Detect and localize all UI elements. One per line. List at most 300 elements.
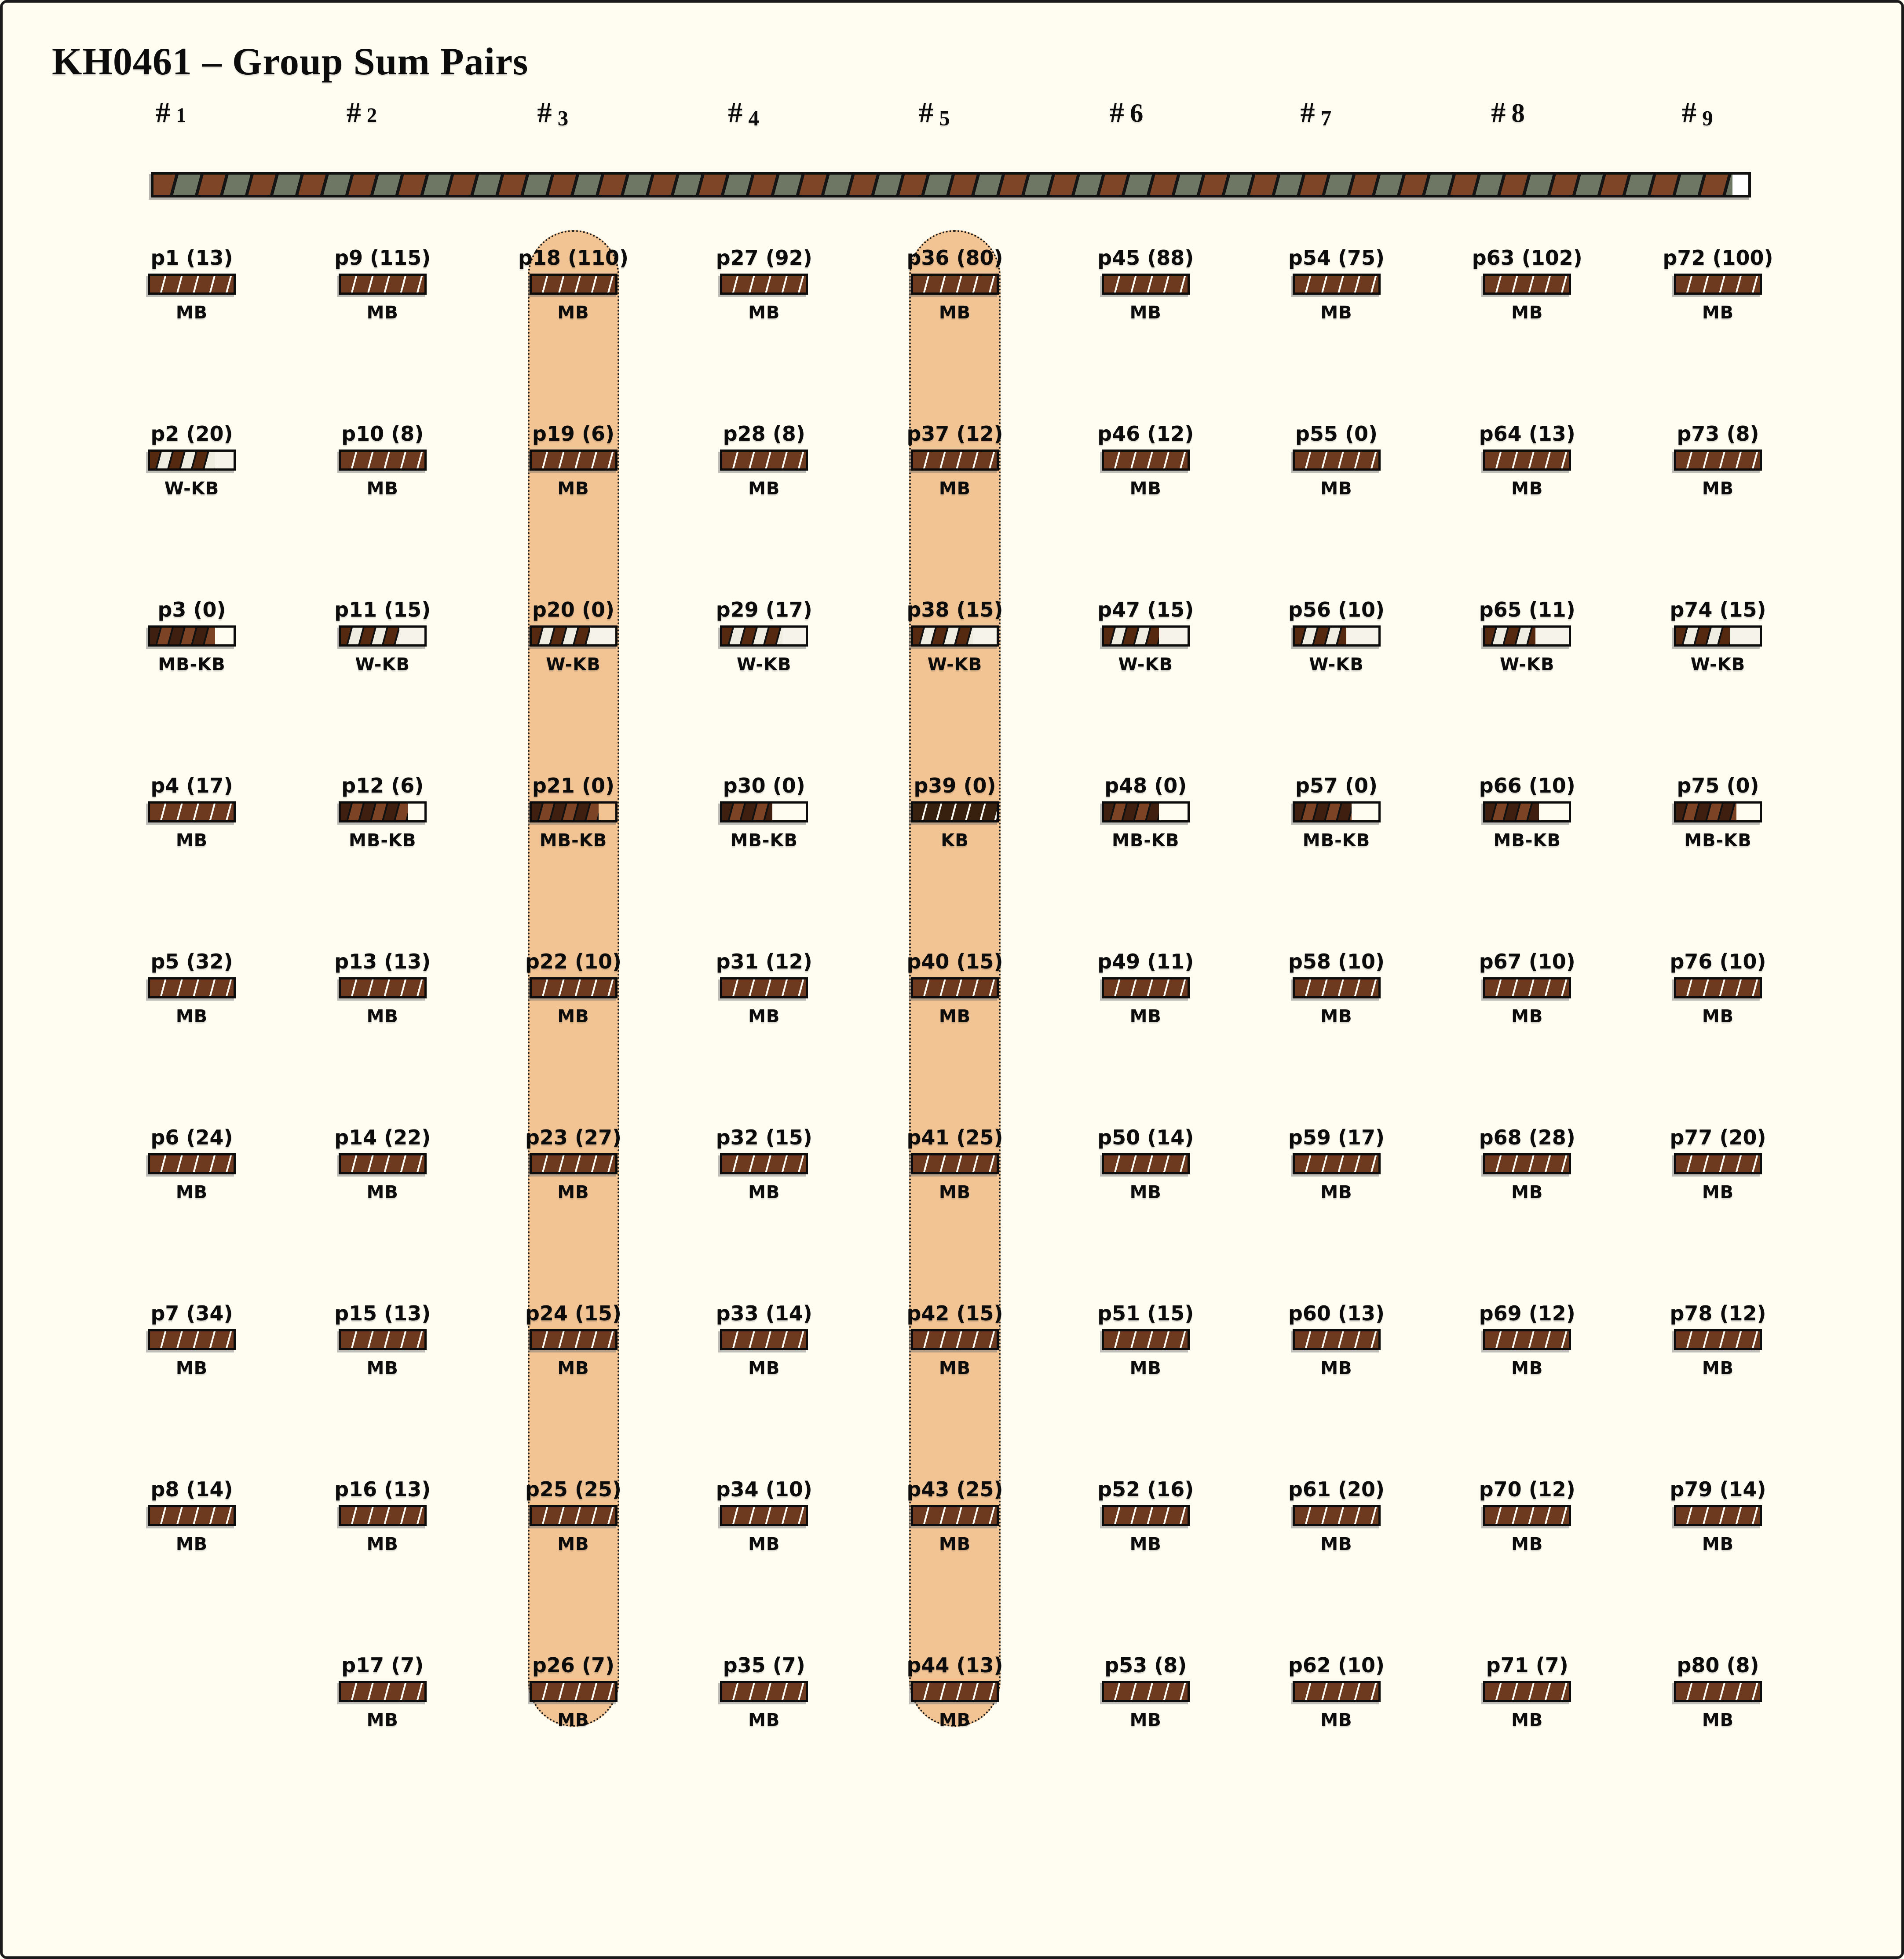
item-kind-label: MB [175,303,208,323]
pair-item-p59 [1279,1126,1394,1202]
pair-item-p73 [1661,422,1775,499]
item-kind-label: MB-KB [349,830,417,851]
item-bar [1674,450,1762,471]
item-bar [530,1505,618,1526]
item-kind-label: MB [1129,1182,1162,1202]
item-bar-fill [722,1331,806,1348]
item-bar-fill [1295,1155,1378,1172]
item-bar [1674,1505,1762,1526]
item-bar [720,1505,808,1526]
pair-item-p70 [1470,1478,1584,1554]
item-bar [1674,1153,1762,1174]
item-label: p10 (8) [341,422,424,446]
item-bar [720,450,808,471]
item-kind-label: W-KB [1118,654,1173,675]
item-bar-fill [1485,1683,1569,1700]
item-label: p51 (15) [1097,1301,1194,1325]
item-bar-fill [1104,804,1159,820]
item-kind-label: MB [366,1358,398,1378]
pair-item-p20 [516,598,631,675]
item-bar [1483,1681,1571,1702]
pair-item-p22 [516,950,631,1027]
pair-item-p39 [898,774,1012,851]
item-bar [339,450,427,471]
item-kind-label: MB [748,1358,780,1378]
item-bar [1293,450,1381,471]
item-bar-fill [341,452,424,468]
item-bar [1293,1505,1381,1526]
item-kind-label: MB-KB [1684,830,1752,851]
pair-item-p56 [1279,598,1394,675]
item-label: p44 (13) [906,1653,1003,1677]
hash-symbol: # [1300,96,1321,128]
item-bar-fill [722,452,806,468]
hash-symbol: # [156,96,176,128]
item-kind-label: W-KB [164,479,219,499]
item-bar-fill [1104,1683,1188,1700]
pair-item-p60 [1279,1302,1394,1378]
item-kind-label: W-KB [1690,654,1746,675]
item-bar-fill [532,276,615,292]
item-label: p29 (17) [716,598,812,621]
item-kind-label: MB [366,1534,398,1554]
item-bar [148,1329,236,1350]
item-bar [1674,274,1762,295]
item-kind-label: MB [1129,1710,1162,1730]
item-bar [911,625,999,647]
item-label: p66 (10) [1479,774,1575,797]
pair-item-p34 [707,1478,821,1554]
item-bar [148,977,236,998]
item-bar [148,801,236,822]
item-bar [530,801,618,822]
item-bar [1293,625,1381,647]
pair-item-p72 [1661,246,1775,323]
item-label: p77 (20) [1670,1126,1766,1149]
item-label: p12 (6) [341,774,424,797]
item-bar-fill [913,980,997,996]
group-total-bar-unfilled [1732,175,1748,195]
item-kind-label: MB [557,1006,589,1027]
item-label: p34 (10) [716,1477,812,1501]
item-bar [1483,625,1571,647]
item-kind-label: MB [939,479,971,499]
item-bar [148,1505,236,1526]
pair-item-p68 [1470,1126,1584,1202]
item-bar [1293,1153,1381,1174]
item-label: p36 (80) [906,246,1003,270]
item-label: p7 (34) [150,1301,233,1325]
column-header-4 [728,96,860,129]
pair-item-p80 [1661,1654,1775,1730]
pair-item-p9 [325,246,440,323]
item-bar [1674,801,1762,822]
item-kind-label: MB [748,1534,780,1554]
item-bar [148,274,236,295]
item-bar-fill [1295,804,1352,820]
pair-item-p65 [1470,598,1584,675]
item-kind-label: MB [1511,1710,1543,1730]
item-bar-fill [341,1507,424,1524]
item-kind-label: MB [1511,479,1543,499]
item-label: p73 (8) [1677,422,1759,446]
pair-item-p1 [135,246,249,323]
item-label: p17 (7) [341,1653,424,1677]
item-label: p45 (88) [1097,246,1194,270]
pair-item-p54 [1279,246,1394,323]
item-kind-label: MB [939,1534,971,1554]
item-bar [1674,977,1762,998]
item-label: p47 (15) [1097,598,1194,621]
pair-item-p21 [516,774,631,851]
item-kind-label: MB [366,479,398,499]
item-kind-label: MB [175,1006,208,1027]
hash-symbol: # [1682,96,1703,128]
item-kind-label: MB [939,303,971,323]
item-kind-label: MB [557,479,589,499]
column-header-5 [919,96,1051,129]
item-bar [1483,1505,1571,1526]
item-bar-fill [1676,276,1760,292]
pair-item-p30 [707,774,821,851]
item-bar [339,977,427,998]
item-bar [1102,274,1190,295]
column-header-2 [347,96,479,129]
item-label: p52 (16) [1097,1477,1194,1501]
item-kind-label: MB [1129,303,1162,323]
item-bar [911,801,999,822]
item-label: p68 (28) [1479,1126,1575,1149]
item-kind-label: MB [1511,1006,1543,1027]
item-bar-fill [1485,1507,1569,1524]
item-label: p79 (14) [1670,1477,1766,1501]
item-bar-fill [1485,276,1569,292]
pair-item-p44 [898,1654,1012,1730]
hash-symbol: # [537,96,558,128]
item-kind-label: MB [175,1182,208,1202]
item-bar-fill [150,276,234,292]
pair-item-p4 [135,774,249,851]
item-kind-label: MB [1320,479,1352,499]
item-bar-fill [722,628,782,644]
item-label: p54 (75) [1288,246,1385,270]
item-bar-fill [532,1155,615,1172]
item-bar-fill [1676,980,1760,996]
item-bar-fill [1485,628,1535,644]
item-label: p1 (13) [150,246,233,270]
column-header-8 [1491,96,1623,129]
item-bar [720,625,808,647]
item-kind-label: MB [1702,1534,1734,1554]
item-bar [339,1681,427,1702]
hash-symbol: # [1109,96,1130,128]
item-bar [1483,801,1571,822]
pair-item-p38 [898,598,1012,675]
item-bar [339,1505,427,1526]
item-kind-label: MB-KB [1112,830,1180,851]
item-bar [720,801,808,822]
item-bar-fill [1676,628,1730,644]
item-bar [339,274,427,295]
pair-item-p24 [516,1302,631,1378]
item-bar [530,274,618,295]
item-label: p64 (13) [1479,422,1575,446]
item-bar-fill [1104,628,1159,644]
item-bar-fill [722,804,772,820]
item-label: p43 (25) [906,1477,1003,1501]
item-bar [1674,625,1762,647]
item-bar-fill [1485,980,1569,996]
item-label: p55 (0) [1295,422,1378,446]
item-bar-fill [1295,628,1347,644]
item-label: p20 (0) [532,598,614,621]
pair-item-p74 [1661,598,1775,675]
hash-symbol: # [1491,96,1512,128]
item-bar [720,977,808,998]
item-bar [530,1681,618,1702]
item-bar [339,1153,427,1174]
item-label: p2 (20) [150,422,233,446]
item-bar [1483,977,1571,998]
item-bar-fill [1295,1683,1378,1700]
item-bar-fill [532,628,590,644]
item-label: p23 (27) [525,1126,622,1149]
item-kind-label: MB [1129,1534,1162,1554]
item-label: p42 (15) [906,1301,1003,1325]
item-kind-label: KB [941,830,969,851]
item-kind-label: MB [939,1358,971,1378]
item-bar-fill [1295,1331,1378,1348]
item-kind-label: MB [1129,1358,1162,1378]
column-number: 9 [1702,106,1713,131]
column-header-7 [1301,96,1433,129]
column-number: 5 [939,106,950,131]
pair-item-p77 [1661,1126,1775,1202]
item-kind-label: MB [1702,303,1734,323]
pair-item-p17 [325,1654,440,1730]
item-bar-fill [341,804,408,820]
item-label: p9 (115) [334,246,431,270]
item-kind-label: MB [557,1534,589,1554]
item-kind-label: MB [366,1710,398,1730]
item-label: p48 (0) [1104,774,1187,797]
pair-item-p12 [325,774,440,851]
item-bar [339,801,427,822]
item-bar [1102,1329,1190,1350]
item-bar-fill [341,1155,424,1172]
item-label: p25 (25) [525,1477,622,1501]
item-bar [1102,977,1190,998]
item-bar-fill [532,804,599,820]
item-kind-label: MB [557,1710,589,1730]
item-label: p75 (0) [1677,774,1759,797]
item-bar [530,977,618,998]
pair-item-p27 [707,246,821,323]
pair-item-p47 [1089,598,1203,675]
pair-item-p76 [1661,950,1775,1027]
column-header-9 [1682,96,1814,129]
item-label: p72 (100) [1663,246,1773,270]
pair-item-p6 [135,1126,249,1202]
item-kind-label: MB [748,1006,780,1027]
column-number: 2 [366,104,377,126]
item-kind-label: MB-KB [730,830,798,851]
item-kind-label: MB [175,830,208,851]
item-kind-label: MB [748,479,780,499]
item-kind-label: MB [1702,1358,1734,1378]
item-bar [911,274,999,295]
pair-item-p7 [135,1302,249,1378]
item-bar-fill [722,276,806,292]
item-bar-fill [1676,1683,1760,1700]
item-bar [1293,1681,1381,1702]
item-bar-fill [913,452,997,468]
item-label: p60 (13) [1288,1301,1385,1325]
item-kind-label: W-KB [355,654,410,675]
item-bar [530,450,618,471]
item-kind-label: MB [939,1182,971,1202]
item-kind-label: W-KB [927,654,983,675]
item-kind-label: MB [1320,1358,1352,1378]
item-label: p13 (13) [334,950,431,973]
item-bar-fill [1676,452,1760,468]
item-bar-fill [150,1507,234,1524]
pair-item-p66 [1470,774,1584,851]
item-bar [530,625,618,647]
pair-item-p29 [707,598,821,675]
item-bar-fill [532,1683,615,1700]
pair-item-p8 [135,1478,249,1554]
item-bar-fill [532,452,615,468]
item-bar [911,1681,999,1702]
item-bar-fill [722,980,806,996]
column-number: 4 [748,106,759,131]
item-label: p22 (10) [525,950,622,973]
item-label: p78 (12) [1670,1301,1766,1325]
group-total-bar [151,172,1751,197]
item-bar [1102,625,1190,647]
item-label: p33 (14) [716,1301,812,1325]
pair-item-p51 [1089,1302,1203,1378]
pair-item-p61 [1279,1478,1394,1554]
item-label: p11 (15) [334,598,431,621]
item-bar [530,1329,618,1350]
item-label: p41 (25) [906,1126,1003,1149]
item-bar-fill [913,628,973,644]
item-label: p61 (20) [1288,1477,1385,1501]
item-bar [911,977,999,998]
pair-item-p71 [1470,1654,1584,1730]
item-bar-fill [150,1155,234,1172]
pair-item-p75 [1661,774,1775,851]
item-kind-label: MB [1320,1182,1352,1202]
item-bar [530,1153,618,1174]
item-label: p65 (11) [1479,598,1575,621]
pair-item-p2 [135,422,249,499]
item-bar [720,1153,808,1174]
item-bar-fill [532,980,615,996]
item-label: p31 (12) [716,950,812,973]
item-bar-fill [1676,804,1736,820]
item-bar-fill [1104,1507,1188,1524]
item-kind-label: MB [557,303,589,323]
item-bar [1102,801,1190,822]
column-header-3 [537,96,669,129]
item-kind-label: MB [1320,1710,1352,1730]
item-bar [911,450,999,471]
item-kind-label: W-KB [546,654,601,675]
item-bar [148,1153,236,1174]
item-label: p32 (15) [716,1126,812,1149]
item-label: p74 (15) [1670,598,1766,621]
pair-item-p25 [516,1478,631,1554]
item-kind-label: MB [1511,1182,1543,1202]
item-bar-fill [1485,1155,1569,1172]
item-bar-fill [341,1683,424,1700]
item-kind-label: MB [1320,1534,1352,1554]
item-label: p27 (92) [716,246,812,270]
item-kind-label: MB [366,1006,398,1027]
pair-item-p36 [898,246,1012,323]
pair-item-p19 [516,422,631,499]
pair-item-p26 [516,1654,631,1730]
pair-item-p50 [1089,1126,1203,1202]
item-label: p50 (14) [1097,1126,1194,1149]
item-bar-fill [1295,980,1378,996]
item-bar [1102,450,1190,471]
hash-symbol: # [346,96,367,128]
item-label: p56 (10) [1288,598,1385,621]
item-kind-label: MB [1129,479,1162,499]
item-bar-fill [1485,452,1569,468]
item-bar [720,1681,808,1702]
item-kind-label: MB [175,1534,208,1554]
item-bar-fill [1295,1507,1378,1524]
pair-item-p67 [1470,950,1584,1027]
pair-item-p31 [707,950,821,1027]
item-label: p26 (7) [532,1653,614,1677]
item-bar-fill [722,1683,806,1700]
item-bar-fill [913,1507,997,1524]
item-bar-fill [341,1331,424,1348]
pair-item-p5 [135,950,249,1027]
item-kind-label: MB [1702,1006,1734,1027]
pair-item-p28 [707,422,821,499]
item-bar [148,450,236,471]
pair-item-p16 [325,1478,440,1554]
item-bar-fill [1676,1155,1760,1172]
pair-item-p64 [1470,422,1584,499]
item-kind-label: MB [939,1710,971,1730]
pair-item-p63 [1470,246,1584,323]
item-label: p24 (15) [525,1301,622,1325]
pair-item-p35 [707,1654,821,1730]
pair-item-p37 [898,422,1012,499]
item-bar [1293,977,1381,998]
item-kind-label: MB-KB [539,830,607,851]
item-label: p70 (12) [1479,1477,1575,1501]
item-kind-label: W-KB [1309,654,1364,675]
item-label: p71 (7) [1486,1653,1568,1677]
item-kind-label: MB [1320,1006,1352,1027]
pair-item-p46 [1089,422,1203,499]
column-number: 7 [1320,106,1332,131]
pair-item-p69 [1470,1302,1584,1378]
item-label: p14 (22) [334,1126,431,1149]
item-kind-label: MB [748,1182,780,1202]
item-label: p18 (110) [518,246,629,270]
pair-item-p40 [898,950,1012,1027]
